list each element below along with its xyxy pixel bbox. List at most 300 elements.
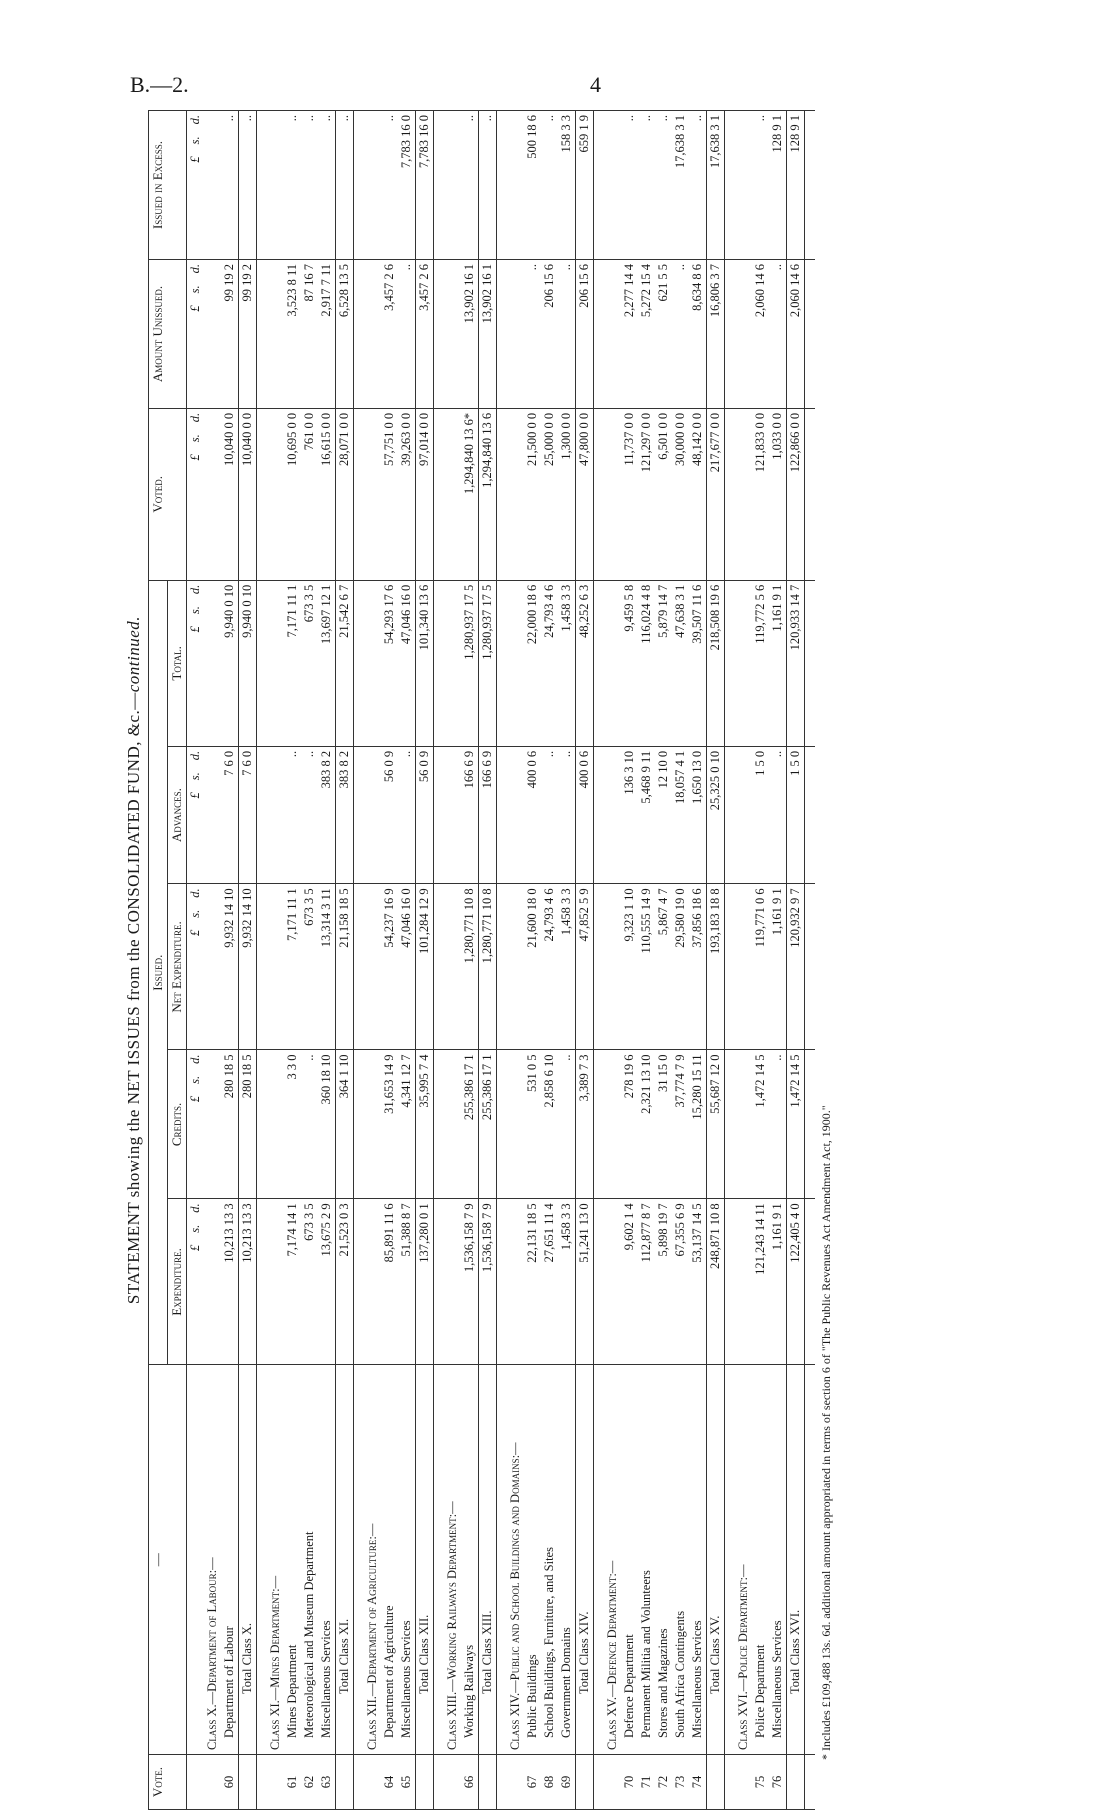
class-heading: Class XII.—Department of Agriculture:—	[364, 1365, 381, 1755]
unit-s: s.	[188, 285, 202, 294]
row-label: Miscellaneous Services	[769, 1365, 787, 1755]
unit-pound: £	[188, 1095, 202, 1103]
vote-number	[707, 1755, 725, 1810]
spacer-cell	[257, 580, 268, 746]
unissued-cell: 13,902 16 1	[461, 260, 479, 409]
spacer-cell	[725, 884, 736, 1050]
empty-cell	[507, 1199, 524, 1365]
unit-d: d.	[188, 115, 202, 125]
class-heading: Class XIV.—Public and School Buildings and Domains:—	[507, 1365, 524, 1755]
units-row	[187, 111, 205, 1810]
empty-cell	[604, 580, 621, 746]
empty-cell	[204, 111, 221, 260]
advances-cell: 166 6 9	[461, 746, 479, 883]
rotated-statement	[120, 100, 1000, 1820]
spacer-cell	[354, 580, 365, 746]
table-row	[558, 111, 576, 1810]
unissued-cell: 3,523 8 11	[284, 260, 301, 409]
unissued-cell: 206 15 6	[541, 260, 558, 409]
spacer-cell	[434, 1050, 445, 1199]
spacer-cell	[805, 884, 816, 1050]
spacer-cell	[594, 111, 605, 260]
class-total-row	[479, 111, 497, 1810]
excess-cell: 17,638 3 1	[672, 111, 689, 260]
total-cell: 1,280,937 17 5	[461, 580, 479, 746]
spacer-cell	[805, 1199, 816, 1365]
advances-cell: 7 6 0	[221, 746, 239, 883]
empty-cell	[507, 1050, 524, 1199]
total-cell: 116,024 4 8	[638, 580, 655, 746]
unit-s: s.	[188, 606, 202, 615]
table-body	[187, 111, 816, 1810]
empty-cell	[444, 111, 461, 260]
unissued-cell: 6,528 13 5	[336, 260, 354, 409]
excess-cell: ..	[638, 111, 655, 260]
unit-d: d.	[188, 584, 202, 595]
empty-cell	[204, 1050, 221, 1199]
vote-number	[576, 1755, 594, 1810]
row-label: Miscellaneous Services	[689, 1365, 707, 1755]
credits-header: Credits.	[168, 1050, 187, 1199]
vote-number: 69	[558, 1755, 576, 1810]
class-total-row	[416, 111, 434, 1810]
empty-cell	[735, 884, 752, 1050]
vote-number: 65	[398, 1755, 416, 1810]
class-heading-row	[507, 111, 524, 1810]
empty-cell	[604, 884, 621, 1050]
spacer-cell	[725, 408, 736, 580]
vote-number: 73	[672, 1755, 689, 1810]
spacer-cell	[434, 884, 445, 1050]
unit-d: d.	[188, 1054, 202, 1064]
vote-number: 66	[461, 1755, 479, 1810]
page-number: 4	[590, 72, 601, 97]
unissued-cell: 8,634 8 6	[689, 260, 707, 409]
credits-cell: 55,687 12 0	[707, 1050, 725, 1199]
empty-cell	[444, 746, 461, 883]
vote-header: Vote.	[149, 1755, 187, 1810]
unissued-cell: ..	[769, 260, 787, 409]
excess-cell: ..	[221, 111, 239, 260]
row-label: Police Department	[752, 1365, 769, 1755]
units-cell	[187, 1199, 205, 1365]
spacer-cell	[257, 884, 268, 1050]
expenditure-cell: 53,137 14 5	[689, 1199, 707, 1365]
empty-cell	[364, 884, 381, 1050]
spacer-cell	[805, 408, 816, 580]
net-cell: 119,771 0 6	[752, 884, 769, 1050]
spacer-cell	[594, 1050, 605, 1199]
spacer-cell	[434, 746, 445, 883]
vote-number: 68	[541, 1755, 558, 1810]
voted-cell: 6,501 0 0	[655, 408, 672, 580]
excess-cell: ..	[479, 111, 497, 260]
unissued-cell: 87 16 7	[301, 260, 318, 409]
excess-cell: 7,783 16 0	[398, 111, 416, 260]
expenditure-cell: 27,651 11 4	[541, 1199, 558, 1365]
units-cell	[187, 408, 205, 580]
table-row	[655, 111, 672, 1810]
class-total-row	[239, 111, 257, 1810]
unit-pound: £	[188, 156, 202, 163]
net-cell: 47,046 16 0	[398, 884, 416, 1050]
excess-cell: 17,638 3 1	[707, 111, 725, 260]
spacer-cell	[257, 260, 268, 409]
total-cell: 54,293 17 6	[381, 580, 398, 746]
total-cell: 7,171 11 1	[284, 580, 301, 746]
unissued-cell: 13,902 16 1	[479, 260, 497, 409]
net-cell: 193,183 18 8	[707, 884, 725, 1050]
vote-number: 72	[655, 1755, 672, 1810]
total-cell: 119,772 5 6	[752, 580, 769, 746]
vote-number: 61	[284, 1755, 301, 1810]
net-cell: 1,161 9 1	[769, 884, 787, 1050]
empty-cell	[735, 1050, 752, 1199]
expenditure-cell: 22,131 18 5	[524, 1199, 541, 1365]
spacer-cell	[497, 408, 508, 580]
voted-cell: 11,737 0 0	[621, 408, 638, 580]
empty-cell	[204, 746, 221, 883]
row-label: Total Class XVI.	[787, 1365, 805, 1755]
row-label: South Africa Contingents	[672, 1365, 689, 1755]
total-cell: 1,161 9 1	[769, 580, 787, 746]
spacer-cell	[354, 1199, 365, 1365]
vote-number: 76	[769, 1755, 787, 1810]
units-cell	[187, 580, 205, 746]
net-cell: 9,932 14 10	[239, 884, 257, 1050]
row-label: Miscellaneous Services	[398, 1365, 416, 1755]
excess-cell: ..	[318, 111, 336, 260]
class-heading-row	[267, 111, 284, 1810]
unit-s: s.	[188, 1075, 202, 1084]
row-label: Total Class XIII.	[479, 1365, 497, 1755]
voted-cell: 57,751 0 0	[381, 408, 398, 580]
advances-cell: ..	[558, 746, 576, 883]
expenditure-cell: 10,213 13 3	[221, 1199, 239, 1365]
total-cell: 24,793 4 6	[541, 580, 558, 746]
credits-cell: ..	[769, 1050, 787, 1199]
unit-pound: £	[188, 792, 202, 799]
expenditure-cell: 67,355 6 9	[672, 1199, 689, 1365]
credits-cell: 35,995 7 4	[416, 1050, 434, 1199]
table-row	[752, 111, 769, 1810]
spacer-cell	[805, 580, 816, 746]
spacer-cell	[594, 1365, 605, 1755]
table-row	[221, 111, 239, 1810]
advances-cell: 400 0 6	[576, 746, 594, 883]
total-cell: 120,933 14 7	[787, 580, 805, 746]
units-cell	[187, 260, 205, 409]
unit-pound: £	[188, 626, 202, 633]
vote-number	[479, 1755, 497, 1810]
spacer-cell	[805, 1365, 816, 1755]
table-row	[638, 111, 655, 1810]
units-blank	[187, 1365, 205, 1755]
expenditure-cell: 5,898 19 7	[655, 1199, 672, 1365]
advances-cell: 12 10 0	[655, 746, 672, 883]
unissued-cell: ..	[672, 260, 689, 409]
footnote: * Includes £109,488 13s. 6d. additional amount appropriated in terms of section 6 of "The Public Revenues Act Amendment Act, 1900."	[819, 1105, 833, 1760]
voted-cell: 39,263 0 0	[398, 408, 416, 580]
advances-cell: 1,650 13 0	[689, 746, 707, 883]
row-label: Miscellaneous Services	[318, 1365, 336, 1755]
net-cell: 101,284 12 9	[416, 884, 434, 1050]
expenditure-cell: 51,241 13 0	[576, 1199, 594, 1365]
total-cell: 673 3 5	[301, 580, 318, 746]
unissued-cell: 16,806 3 7	[707, 260, 725, 409]
spacer-cell	[257, 408, 268, 580]
net-cell: 54,237 16 9	[381, 884, 398, 1050]
spacer-cell	[497, 1199, 508, 1365]
total-cell: 218,508 19 6	[707, 580, 725, 746]
vote-number: 70	[621, 1755, 638, 1810]
spacer-cell	[354, 1755, 365, 1810]
vote-number: 67	[524, 1755, 541, 1810]
spacer-cell	[354, 1050, 365, 1199]
credits-cell: 280 18 5	[221, 1050, 239, 1199]
voted-cell: 1,300 0 0	[558, 408, 576, 580]
excess-cell: ..	[541, 111, 558, 260]
unissued-cell: 621 5 5	[655, 260, 672, 409]
expenditure-cell: 10,213 13 3	[239, 1199, 257, 1365]
vote-number: 75	[752, 1755, 769, 1810]
vote-cell	[267, 1755, 284, 1810]
expenditure-cell: 21,523 0 3	[336, 1199, 354, 1365]
vote-number: 74	[689, 1755, 707, 1810]
spacer-cell	[434, 408, 445, 580]
voted-cell: 1,033 0 0	[769, 408, 787, 580]
unit-d: d.	[188, 888, 202, 898]
description-header: —	[149, 1365, 187, 1755]
expenditure-cell: 13,675 2 9	[318, 1199, 336, 1365]
credits-cell: 2,858 6 10	[541, 1050, 558, 1199]
row-label: Total Class X.	[239, 1365, 257, 1755]
empty-cell	[507, 884, 524, 1050]
total-cell: 22,000 18 6	[524, 580, 541, 746]
row-label: Meteorological and Museum Department	[301, 1365, 318, 1755]
empty-cell	[507, 746, 524, 883]
vote-number	[416, 1755, 434, 1810]
empty-cell	[364, 580, 381, 746]
spacer-cell	[434, 580, 445, 746]
row-label: School Buildings, Furniture, and Sites	[541, 1365, 558, 1755]
class-heading: Class XIII.—Working Railways Department:—	[444, 1365, 461, 1755]
unit-s: s.	[188, 1224, 202, 1233]
advances-cell: 1 5 0	[787, 746, 805, 883]
net-cell: 9,932 14 10	[221, 884, 239, 1050]
voted-cell: 28,071 0 0	[336, 408, 354, 580]
table-row	[381, 111, 398, 1810]
spacer-cell	[434, 1365, 445, 1755]
advances-cell: 166 6 9	[479, 746, 497, 883]
spacer-cell	[594, 746, 605, 883]
vote-cell	[444, 1755, 461, 1810]
empty-cell	[735, 1199, 752, 1365]
class-total-row	[336, 111, 354, 1810]
credits-cell: 364 1 10	[336, 1050, 354, 1199]
spacer-cell	[594, 1199, 605, 1365]
advances-cell: 383 8 2	[336, 746, 354, 883]
class-total-row	[707, 111, 725, 1810]
spacer-cell	[725, 746, 736, 883]
expenditure-cell: 9,602 1 4	[621, 1199, 638, 1365]
row-label: Mines Department	[284, 1365, 301, 1755]
spacer-row	[434, 111, 445, 1810]
unissued-cell: 3,457 2 6	[381, 260, 398, 409]
empty-cell	[735, 580, 752, 746]
empty-cell	[735, 260, 752, 409]
voted-cell: 121,833 0 0	[752, 408, 769, 580]
expenditure-cell: 112,877 8 7	[638, 1199, 655, 1365]
empty-cell	[267, 884, 284, 1050]
unit-pound: £	[188, 1244, 202, 1252]
excess-cell: ..	[752, 111, 769, 260]
net-issues-table	[148, 110, 815, 1810]
total-cell: 9,459 5 8	[621, 580, 638, 746]
credits-cell: 3 3 0	[284, 1050, 301, 1199]
table-row	[461, 111, 479, 1810]
empty-cell	[735, 408, 752, 580]
empty-cell	[444, 408, 461, 580]
credits-cell: ..	[301, 1050, 318, 1199]
spacer-cell	[497, 1050, 508, 1199]
vote-number: 63	[318, 1755, 336, 1810]
spacer-cell	[257, 1365, 268, 1755]
credits-cell: 255,386 17 1	[461, 1050, 479, 1199]
unit-s: s.	[188, 434, 202, 443]
voted-cell: 761 0 0	[301, 408, 318, 580]
unit-s: s.	[188, 772, 202, 781]
vote-number: 71	[638, 1755, 655, 1810]
excess-cell: ..	[239, 111, 257, 260]
voted-cell: 25,000 0 0	[541, 408, 558, 580]
row-label: Public Buildings	[524, 1365, 541, 1755]
empty-cell	[735, 111, 752, 260]
credits-cell: 255,386 17 1	[479, 1050, 497, 1199]
spacer-cell	[434, 111, 445, 260]
units-cell	[187, 1050, 205, 1199]
expenditure-cell: 1,161 9 1	[769, 1199, 787, 1365]
credits-cell: 360 18 10	[318, 1050, 336, 1199]
credits-cell: ..	[558, 1050, 576, 1199]
vote-number: 64	[381, 1755, 398, 1810]
empty-cell	[507, 111, 524, 260]
spacer-row	[725, 111, 736, 1810]
empty-cell	[444, 260, 461, 409]
excess-cell: ..	[689, 111, 707, 260]
unissued-cell: 2,060 14 6	[752, 260, 769, 409]
credits-cell: 1,472 14 5	[752, 1050, 769, 1199]
net-cell: 1,280,771 10 8	[461, 884, 479, 1050]
credits-cell: 2,321 13 10	[638, 1050, 655, 1199]
unissued-cell: 206 15 6	[576, 260, 594, 409]
excess-cell: ..	[301, 111, 318, 260]
vote-number: 60	[221, 1755, 239, 1810]
empty-cell	[204, 408, 221, 580]
unit-d: d.	[188, 750, 202, 761]
excess-cell: 659 1 9	[576, 111, 594, 260]
table-row	[398, 111, 416, 1810]
class-heading-row	[364, 111, 381, 1810]
class-heading: Class XI.—Mines Department:—	[267, 1365, 284, 1755]
net-cell: 110,555 14 9	[638, 884, 655, 1050]
spacer-cell	[497, 1365, 508, 1755]
net-cell: 24,793 4 6	[541, 884, 558, 1050]
empty-cell	[267, 746, 284, 883]
spacer-cell	[497, 746, 508, 883]
class-heading: Class XVI.—Police Department:—	[735, 1365, 752, 1755]
voted-cell: 30,000 0 0	[672, 408, 689, 580]
spacer-cell	[725, 1365, 736, 1755]
credits-cell: 15,280 15 11	[689, 1050, 707, 1199]
spacer-cell	[805, 746, 816, 883]
vote-cell	[604, 1755, 621, 1810]
empty-cell	[444, 1199, 461, 1365]
spacer-cell	[257, 111, 268, 260]
unissued-cell: 3,457 2 6	[416, 260, 434, 409]
spacer-cell	[725, 1199, 736, 1365]
expenditure-cell: 1,536,158 7 9	[461, 1199, 479, 1365]
units-cell	[187, 746, 205, 883]
unissued-cell: 2,917 7 11	[318, 260, 336, 409]
class-heading-row	[444, 111, 461, 1810]
class-heading-row	[604, 111, 621, 1810]
credits-cell: 1,472 14 5	[787, 1050, 805, 1199]
excess-cell: ..	[284, 111, 301, 260]
voted-cell: 1,294,840 13 6*	[461, 408, 479, 580]
row-label: Government Domains	[558, 1365, 576, 1755]
voted-cell: 121,297 0 0	[638, 408, 655, 580]
row-label: Permanent Militia and Volunteers	[638, 1365, 655, 1755]
excess-cell: ..	[381, 111, 398, 260]
unissued-cell: 2,060 14 6	[787, 260, 805, 409]
unissued-cell: ..	[558, 260, 576, 409]
spacer-cell	[594, 260, 605, 409]
empty-cell	[604, 746, 621, 883]
spacer-cell	[594, 884, 605, 1050]
unissued-cell: 99 19 2	[221, 260, 239, 409]
spacer-cell	[354, 111, 365, 260]
expenditure-cell: 1,536,158 7 9	[479, 1199, 497, 1365]
unit-d: d.	[188, 264, 202, 274]
issued-header: Issued.	[149, 580, 168, 1365]
expenditure-cell: 122,405 4 0	[787, 1199, 805, 1365]
class-heading-row	[204, 111, 221, 1810]
total-cell: 1,280,937 17 5	[479, 580, 497, 746]
unit-d: d.	[188, 412, 202, 423]
advances-cell: 136 3 10	[621, 746, 638, 883]
spacer-cell	[354, 1365, 365, 1755]
empty-cell	[204, 260, 221, 409]
excess-cell: 128 9 1	[769, 111, 787, 260]
spacer-cell	[725, 111, 736, 260]
excess-cell: ..	[461, 111, 479, 260]
table-row	[301, 111, 318, 1810]
spacer-cell	[594, 580, 605, 746]
spacer-cell	[257, 1755, 268, 1810]
unit-pound: £	[188, 305, 202, 312]
table-row	[769, 111, 787, 1810]
spacer-cell	[257, 1050, 268, 1199]
spacer-cell	[354, 746, 365, 883]
unit-d: d.	[188, 1203, 202, 1213]
empty-cell	[507, 260, 524, 409]
advances-cell: ..	[398, 746, 416, 883]
excess-cell: 158 3 3	[558, 111, 576, 260]
voted-cell: 10,040 0 0	[221, 408, 239, 580]
units-cell	[187, 884, 205, 1050]
advances-header: Advances.	[168, 746, 187, 883]
